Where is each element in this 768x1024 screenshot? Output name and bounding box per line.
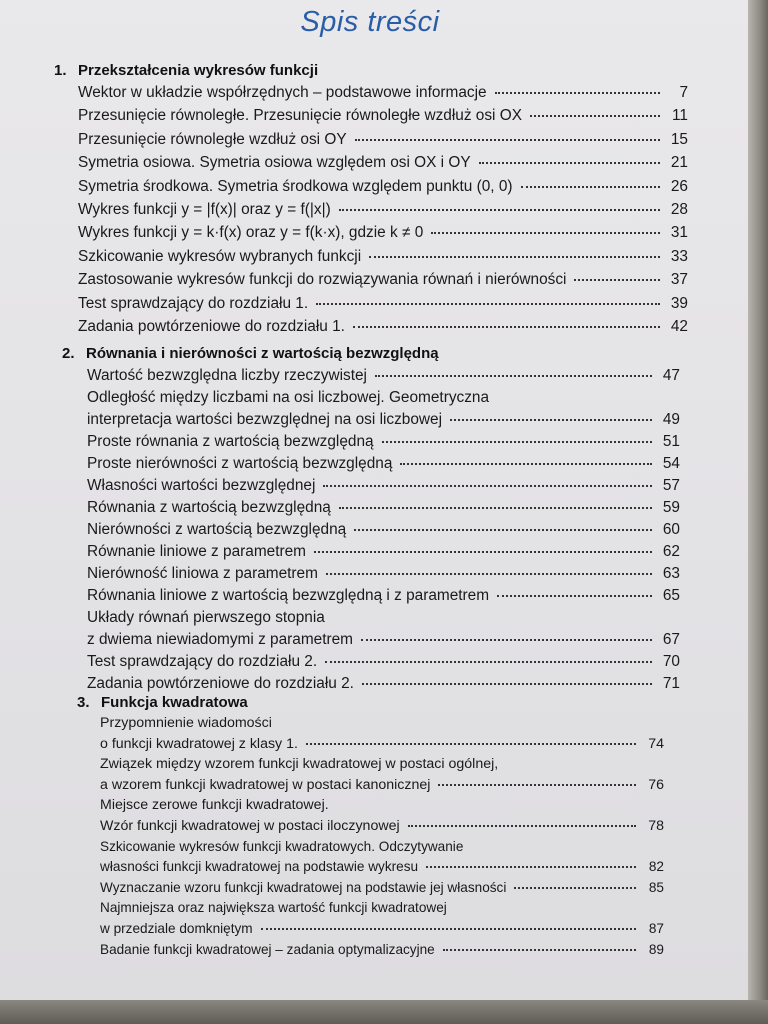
dot-leader (316, 303, 660, 305)
dot-leader (353, 326, 660, 328)
dot-leader (326, 573, 652, 575)
toc-entry (78, 107, 688, 125)
toc-entry-text: z dwiema niewiadomymi z parametrem (87, 631, 353, 648)
page-number: 82 (648, 859, 664, 875)
page-number: 71 (662, 675, 680, 692)
toc-entry-text: Równania liniowe z wartością bezwzględną i z parametrem (87, 587, 490, 604)
toc-entry (87, 565, 680, 583)
page-number: 74 (648, 735, 664, 752)
toc-entry (87, 455, 680, 473)
toc-entry-text: własności funkcji kwadratowej na podstawie wykresu (100, 859, 419, 875)
dot-leader (497, 595, 652, 597)
chapter-title: Funkcja kwadratowa (101, 694, 248, 711)
toc-entry-text: o funkcji kwadratowej z klasy 1. (100, 735, 298, 752)
toc-entry-text: Nierówności z wartością bezwzględną (87, 521, 347, 538)
toc-entry (78, 178, 688, 196)
toc-entry-text: Przesunięcie równoległe. Przesunięcie równoległe wzdłuż osi OX (78, 107, 522, 125)
toc-entry (100, 921, 664, 936)
toc-entry-text: Własności wartości bezwzględnej (87, 477, 316, 494)
page-number: 31 (670, 224, 688, 242)
page-number: 85 (648, 879, 664, 895)
toc-entry-text: Test sprawdzający do rozdziału 1. (78, 294, 309, 312)
toc-entry-text: Proste równania z wartością bezwzględną (87, 433, 374, 450)
dot-leader (314, 551, 652, 553)
toc-entry (78, 201, 688, 219)
toc-entry (100, 818, 664, 834)
dot-leader (438, 784, 636, 786)
toc-entry (78, 318, 688, 336)
dot-leader (574, 279, 660, 281)
dot-leader (426, 866, 636, 868)
toc-entry-text: Badanie funkcji kwadratowej – zadania optymalizacyjne (100, 941, 435, 957)
dot-leader (369, 256, 660, 258)
toc-entry-text: w przedziale domkniętym (100, 921, 253, 936)
page-number: 47 (662, 367, 680, 384)
dot-leader (375, 375, 652, 377)
chapter-number: 3. (77, 694, 90, 711)
chapter-title: Równania i nierówności z wartością bezwzględną (86, 345, 439, 362)
toc-entry-line: Szkicowanie wykresów funkcji kwadratowych. Odczytywanie (100, 838, 464, 854)
dot-leader (306, 743, 636, 745)
page-number: 89 (648, 941, 664, 957)
toc-entry (87, 543, 680, 561)
toc-entry (87, 587, 680, 605)
page-number: 42 (670, 318, 688, 335)
toc-entry (87, 367, 680, 385)
page-number: 87 (648, 921, 664, 936)
toc-entry (78, 84, 688, 102)
dot-leader (382, 441, 652, 443)
chapter-heading (62, 345, 439, 362)
toc-entry (78, 248, 688, 266)
dot-leader (530, 115, 660, 117)
toc-entry (87, 521, 680, 539)
page-number: 67 (662, 631, 680, 648)
dot-leader (443, 949, 636, 951)
chapter-heading (77, 694, 248, 711)
dot-leader (323, 485, 652, 487)
toc-entry-text: Wzór funkcji kwadratowej w postaci iloczynowej (100, 818, 400, 834)
toc-entry (87, 499, 680, 517)
dot-leader (408, 825, 636, 827)
page-number: 59 (662, 499, 680, 516)
page-title: Spis treści (300, 6, 440, 38)
toc-entry-text: Nierówność liniowa z parametrem (87, 565, 318, 582)
toc-entry-text: Proste nierówności z wartością bezwzględną (87, 455, 393, 472)
dot-leader (325, 661, 652, 663)
toc-entry (78, 271, 688, 289)
toc-entry-text: Równania z wartością bezwzględną (87, 499, 331, 516)
toc-entry-text: Wektor w układzie współrzędnych – podstawowe informacje (78, 84, 487, 101)
page-number: 76 (648, 776, 664, 793)
toc-entry-line: Układy równań pierwszego stopnia (87, 609, 325, 626)
page-number: 65 (662, 587, 680, 604)
toc-entry (87, 433, 680, 451)
toc-entry-text: Wyznaczanie wzoru funkcji kwadratowej na podstawie jej własności (100, 879, 507, 895)
page-number: 78 (648, 818, 664, 834)
page-number: 51 (662, 433, 680, 450)
toc-entry-text: Zadania powtórzeniowe do rozdziału 1. (78, 318, 345, 335)
toc-entry-line: Miejsce zerowe funkcji kwadratowej. (100, 797, 329, 814)
toc-entry-text: Szkicowanie wykresów wybranych funkcji (78, 247, 362, 265)
toc-entry-line: Odległość między liczbami na osi liczbowej. Geometryczna (87, 389, 490, 406)
page-number: 63 (662, 565, 680, 582)
toc-entry-text: Przesunięcie równoległe wzdłuż osi OY (78, 130, 347, 148)
page-number: 21 (670, 154, 688, 172)
dot-leader (362, 683, 652, 685)
toc-entry-text: Zadania powtórzeniowe do rozdziału 2. (87, 675, 354, 692)
page-number: 7 (679, 84, 688, 101)
toc-entry (100, 859, 664, 874)
page-number: 15 (670, 130, 688, 148)
toc-entry-text: Test sprawdzający do rozdziału 2. (87, 653, 318, 670)
dot-leader (495, 92, 660, 94)
chapter-number: 2. (62, 345, 75, 362)
page-number: 62 (662, 543, 680, 560)
page-number: 54 (662, 455, 680, 472)
toc-entry (100, 777, 664, 793)
page-number: 49 (662, 411, 680, 428)
toc-entry-line: Związek między wzorem funkcji kwadratowej w postaci ogólnej, (100, 756, 499, 773)
toc-entry-text: Symetria środkowa. Symetria środkowa względem punktu (0, 0) (78, 177, 513, 195)
toc-entry (78, 224, 688, 242)
dot-leader (355, 139, 660, 141)
toc-entry (100, 942, 664, 957)
chapter-title: Przekształcenia wykresów funkcji (78, 62, 319, 79)
toc-entry-line: Przypomnienie wiadomości (100, 715, 272, 731)
toc-entry (78, 154, 688, 172)
chapter-number: 1. (54, 62, 67, 79)
dot-leader (521, 186, 660, 188)
page-number: 33 (670, 247, 688, 265)
toc-entry (78, 295, 688, 313)
page-number: 60 (662, 521, 680, 538)
page-number: 37 (670, 271, 688, 289)
page-number: 39 (670, 294, 688, 312)
toc-entry (100, 736, 664, 752)
page-number: 28 (670, 201, 688, 218)
dot-leader (261, 928, 636, 930)
dot-leader (361, 639, 652, 641)
toc-entry-text: a wzorem funkcji kwadratowej w postaci kanonicznej (100, 776, 431, 793)
dot-leader (514, 887, 636, 889)
toc-entry (87, 411, 680, 429)
dot-leader (450, 419, 652, 421)
page-number: 57 (662, 477, 680, 494)
toc-entry-text: Wartość bezwzględna liczby rzeczywistej (87, 367, 367, 384)
dot-leader (431, 232, 660, 234)
dot-leader (479, 162, 660, 164)
dot-leader (354, 529, 652, 531)
toc-entry-text: Wykres funkcji y = |f(x)| oraz y = f(|x|) (78, 201, 331, 218)
toc-entry (100, 880, 664, 895)
toc-entry (78, 131, 688, 149)
chapter-heading (54, 62, 318, 79)
toc-entry-line: Najmniejsza oraz największa wartość funkcji kwadratowej (100, 900, 447, 916)
toc-entry (87, 653, 680, 671)
page-number: 11 (672, 107, 688, 125)
toc-entry-text: Równanie liniowe z parametrem (87, 543, 306, 560)
page-number: 70 (662, 653, 680, 670)
table-surface (0, 1000, 768, 1024)
toc-entry-text: Symetria osiowa. Symetria osiowa względem osi OX i OY (78, 154, 471, 172)
toc-entry-text: Zastosowanie wykresów funkcji do rozwiązywania równań i nierówności (78, 271, 567, 289)
dot-leader (339, 209, 660, 211)
page-number: 26 (670, 177, 688, 195)
toc-entry (87, 675, 680, 693)
dot-leader (400, 463, 652, 465)
toc-entry (87, 631, 680, 649)
toc-entry-text: interpretacja wartości bezwzględnej na osi liczbowej (87, 411, 443, 428)
page-edge (748, 0, 768, 1024)
dot-leader (339, 507, 652, 509)
toc-entry (87, 477, 680, 495)
toc-entry-text: Wykres funkcji y = k·f(x) oraz y = f(k·x), gdzie k ≠ 0 (78, 224, 424, 242)
